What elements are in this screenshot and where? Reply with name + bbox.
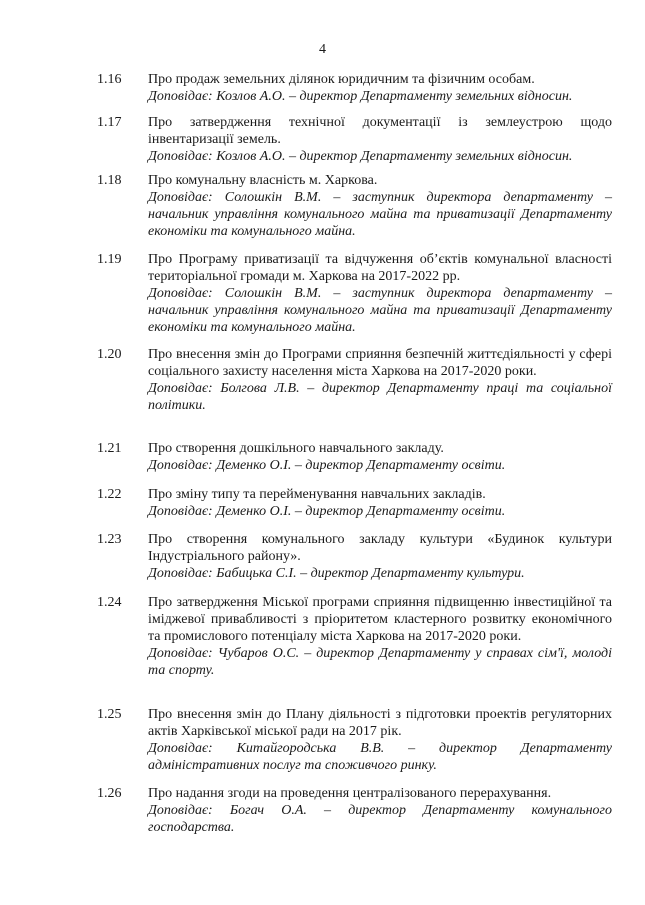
item-body [148,785,612,836]
item-body [148,440,612,474]
item-number: 1.22 [97,487,122,502]
speaker-label: Доповідає: [148,190,213,205]
item-number: 1.17 [97,115,122,130]
item-number: 1.18 [97,173,122,188]
speaker-text: Богач О.А. – директор Департаменту комунального господарства. [148,803,612,835]
speaker-text: Солошкін В.М. – заступник директора департаменту – начальник управління комунального майна та приватизації Департаменту економіки та комунального майна. [148,286,613,335]
item-speaker [148,565,612,582]
item-title: Про затвердження технічної документації із землеустрою щодо інвентаризації земель. [148,115,612,147]
item-title: Про комунальну власність м. Харкова. [148,173,378,188]
speaker-text: Бабицька С.І. – директор Департаменту культури. [216,566,525,581]
speaker-label: Доповідає: [148,646,213,661]
item-number: 1.23 [97,532,122,547]
page-number: 4 [319,42,326,57]
item-title: Про зміну типу та перейменування навчальних закладів. [148,487,486,502]
item-number: 1.19 [97,252,122,267]
speaker-text: Болгова Л.В. – директор Департаменту праці та соціальної політики. [148,381,612,413]
item-speaker [148,285,612,336]
item-speaker [148,457,612,474]
item-speaker [148,802,612,836]
item-number: 1.16 [97,72,122,87]
item-speaker [148,380,612,414]
speaker-text: Солошкін В.М. – заступник директора департаменту – начальник управління комунального майна та приватизації Департаменту економіки та комунального майна. [148,190,613,239]
speaker-label: Доповідає: [148,89,213,104]
item-body [148,531,612,582]
item-speaker [148,88,612,105]
speaker-label: Доповідає: [148,504,213,519]
speaker-label: Доповідає: [148,149,213,164]
item-body [148,172,612,240]
item-body [148,486,612,520]
item-body [148,71,612,105]
speaker-text: Деменко О.І. – директор Департаменту освіти. [216,458,506,473]
item-body [148,114,612,165]
speaker-label: Доповідає: [148,741,213,756]
speaker-label: Доповідає: [148,566,213,581]
item-title: Про створення дошкільного навчального закладу. [148,441,444,456]
speaker-label: Доповідає: [148,803,213,818]
speaker-label: Доповідає: [148,458,213,473]
speaker-text: Чубаров О.С. – директор Департаменту у справах сім'ї, молоді та спорту. [148,646,612,678]
speaker-text: Деменко О.І. – директор Департаменту освіти. [216,504,506,519]
item-number: 1.25 [97,707,122,722]
item-title: Про внесення змін до Програми сприяння безпечній життєдіяльності у сфері соціального захисту населення міста Харкова на 2017-2020 роки. [148,347,612,379]
speaker-label: Доповідає: [148,286,213,301]
speaker-text: Козлов А.О. – директор Департаменту земельних відносин. [216,89,573,104]
item-number: 1.20 [97,347,122,362]
item-body [148,594,612,679]
item-speaker [148,148,612,165]
item-speaker [148,189,612,240]
item-title: Про Програму приватизації та відчуження об’єктів комунальної власності територіальної громади м. Харкова на 2017-2022 рр. [148,252,612,284]
item-title: Про надання згоди на проведення централізованого перерахування. [148,786,552,801]
item-title: Про затвердження Міської програми сприяння підвищенню інвестиційної та іміджевої привабливості з пріоритетом кластерного розвитку економічного та промислового потенціалу міста Харкова на 2017-2020 роки. [148,595,612,644]
item-body [148,706,612,774]
item-body [148,346,612,414]
item-title: Про створення комунального закладу культури «Будинок культури Індустріального району». [148,532,612,564]
item-speaker [148,740,612,774]
item-title: Про внесення змін до Плану діяльності з підготовки проектів регуляторних актів Харківської міської ради на 2017 рік. [148,707,612,739]
item-number: 1.26 [97,786,122,801]
speaker-text: Козлов А.О. – директор Департаменту земельних відносин. [216,149,573,164]
speaker-label: Доповідає: [148,381,213,396]
item-title: Про продаж земельних ділянок юридичним та фізичним особам. [148,72,535,87]
item-number: 1.24 [97,595,122,610]
item-speaker [148,645,612,679]
item-body [148,251,612,336]
item-number: 1.21 [97,441,122,456]
item-speaker [148,503,612,520]
speaker-text: Китайгородська В.В. – директор Департаменту адміністративних послуг та споживчого ринку. [148,741,612,773]
